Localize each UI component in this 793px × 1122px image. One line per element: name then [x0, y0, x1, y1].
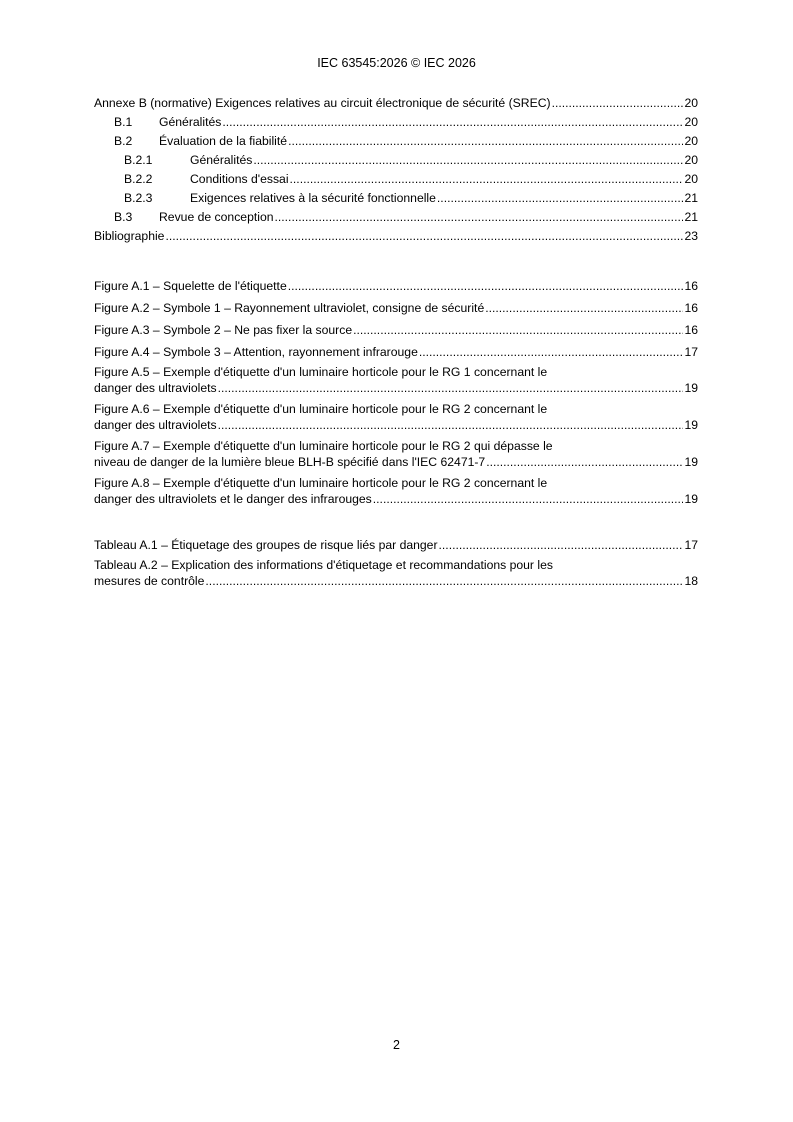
figure-entry[interactable] [94, 402, 698, 434]
toc-entry-number: B.2.3 [124, 191, 153, 205]
figure-entry[interactable] [94, 439, 698, 471]
toc-entry-b1[interactable] [94, 113, 698, 132]
figure-entry[interactable] [94, 365, 698, 397]
figure-entry[interactable] [94, 341, 698, 363]
toc-entry-page: 23 [684, 229, 698, 243]
toc-entry-title: Exigences relatives à la sécurité fonctionnelle [190, 191, 436, 205]
toc-leader-dots [552, 94, 684, 113]
toc-entry-title: Revue de conception [159, 210, 274, 224]
figure-entry-title: Figure A.4 – Symbole 3 – Attention, rayonnement infrarouge [94, 345, 418, 359]
toc-leader-dots [222, 113, 683, 132]
toc-annex-b [94, 94, 698, 246]
figure-entry-page: 16 [684, 323, 698, 337]
toc-entry-b2[interactable] [94, 132, 698, 151]
toc-entry-page: 20 [684, 153, 698, 167]
toc-leader-dots [275, 208, 684, 227]
toc-entry-number: B.3 [114, 210, 133, 224]
figure-entry-title-line2: niveau de danger de la lumière bleue BLH-B spécifié dans l'IEC 62471-7 [94, 455, 486, 469]
figure-entry-page: 19 [684, 455, 698, 469]
figure-entry-page: 16 [684, 301, 698, 315]
figure-entry-page: 19 [684, 381, 698, 395]
toc-entry-annex-b[interactable] [94, 94, 698, 113]
toc-entry-b23[interactable] [94, 189, 698, 208]
toc-entry-page: 20 [684, 115, 698, 129]
figure-entry-title-line1: Figure A.7 – Exemple d'étiquette d'un luminaire horticole pour le RG 2 qui dépasse le [94, 439, 553, 453]
toc-entry-number: B.2.2 [124, 172, 153, 186]
toc-entry-number: B.2 [114, 134, 133, 148]
figure-entry-title-line1: Figure A.8 – Exemple d'étiquette d'un luminaire horticole pour le RG 2 concernant le [94, 476, 548, 490]
figure-entry[interactable] [94, 319, 698, 341]
figure-entry-title-line2: danger des ultraviolets [94, 381, 217, 395]
table-entry-title-line1: Tableau A.2 – Explication des informations d'étiquetage et recommandations pour les [94, 558, 553, 572]
table-entry-title: Tableau A.1 – Étiquetage des groupes de risque liés par danger [94, 538, 438, 552]
toc-entry-page: 20 [684, 96, 698, 110]
toc-entry-title: Généralités [190, 153, 253, 167]
figure-entry-title: Figure A.1 – Squelette de l'étiquette [94, 279, 287, 293]
figure-entry-title-line2: danger des ultraviolets [94, 418, 217, 432]
toc-leader-dots [218, 380, 684, 397]
figure-entry-title-line1: Figure A.6 – Exemple d'étiquette d'un luminaire horticole pour le RG 2 concernant le [94, 402, 548, 416]
figure-entry[interactable] [94, 297, 698, 319]
toc-leader-dots [288, 132, 683, 151]
toc-leader-dots [253, 151, 683, 170]
toc-entry-page: 20 [684, 172, 698, 186]
toc-leader-dots [439, 535, 684, 555]
toc-leader-dots [218, 417, 684, 434]
figure-entry[interactable] [94, 275, 698, 297]
toc-entry-title: Annexe B (normative) Exigences relatives au circuit électronique de sécurité (SREC) [94, 96, 551, 110]
toc-leader-dots [486, 454, 683, 471]
toc-leader-dots [353, 319, 683, 341]
toc-entry-title: Évaluation de la fiabilité [159, 134, 288, 148]
toc-leader-dots [419, 341, 684, 363]
toc-leader-dots [373, 491, 684, 508]
toc-leader-dots [290, 170, 684, 189]
figure-entry-page: 17 [684, 345, 698, 359]
figure-entry-title-line1: Figure A.5 – Exemple d'étiquette d'un luminaire horticole pour le RG 1 concernant le [94, 365, 548, 379]
toc-entry-page: 21 [684, 210, 698, 224]
figure-entry-page: 19 [684, 492, 698, 506]
toc-entry-number: B.2.1 [124, 153, 153, 167]
toc-entry-page: 20 [684, 134, 698, 148]
toc-entry-page: 21 [684, 191, 698, 205]
toc-entry-title: Bibliographie [94, 229, 165, 243]
table-entry[interactable] [94, 535, 698, 555]
figure-entry-page: 19 [684, 418, 698, 432]
table-entry-title-line2: mesures de contrôle [94, 574, 205, 588]
figure-entry-page: 16 [684, 279, 698, 293]
table-entry-page: 17 [684, 538, 698, 552]
list-of-tables [94, 535, 698, 590]
figure-entry-title-line2: danger des ultraviolets et le danger des infrarouges [94, 492, 372, 506]
table-entry-page: 18 [684, 574, 698, 588]
figure-entry-title: Figure A.2 – Symbole 1 – Rayonnement ultraviolet, consigne de sécurité [94, 301, 485, 315]
toc-leader-dots [205, 573, 683, 590]
toc-leader-dots [437, 189, 684, 208]
table-entry[interactable] [94, 558, 698, 590]
toc-entry-b22[interactable] [94, 170, 698, 189]
toc-leader-dots [288, 275, 684, 297]
toc-leader-dots [485, 297, 683, 319]
toc-leader-dots [165, 227, 683, 246]
page-header: IEC 63545:2026 © IEC 2026 [317, 56, 476, 70]
toc-entry-number: B.1 [114, 115, 133, 129]
toc-entry-b3[interactable] [94, 208, 698, 227]
page-number: 2 [393, 1038, 400, 1052]
list-of-figures [94, 275, 698, 508]
figure-entry-title: Figure A.3 – Symbole 2 – Ne pas fixer la source [94, 323, 353, 337]
toc-entry-bibliography[interactable] [94, 227, 698, 246]
figure-entry[interactable] [94, 476, 698, 508]
toc-entry-b21[interactable] [94, 151, 698, 170]
toc-entry-title: Conditions d'essai [190, 172, 289, 186]
toc-entry-title: Généralités [159, 115, 222, 129]
